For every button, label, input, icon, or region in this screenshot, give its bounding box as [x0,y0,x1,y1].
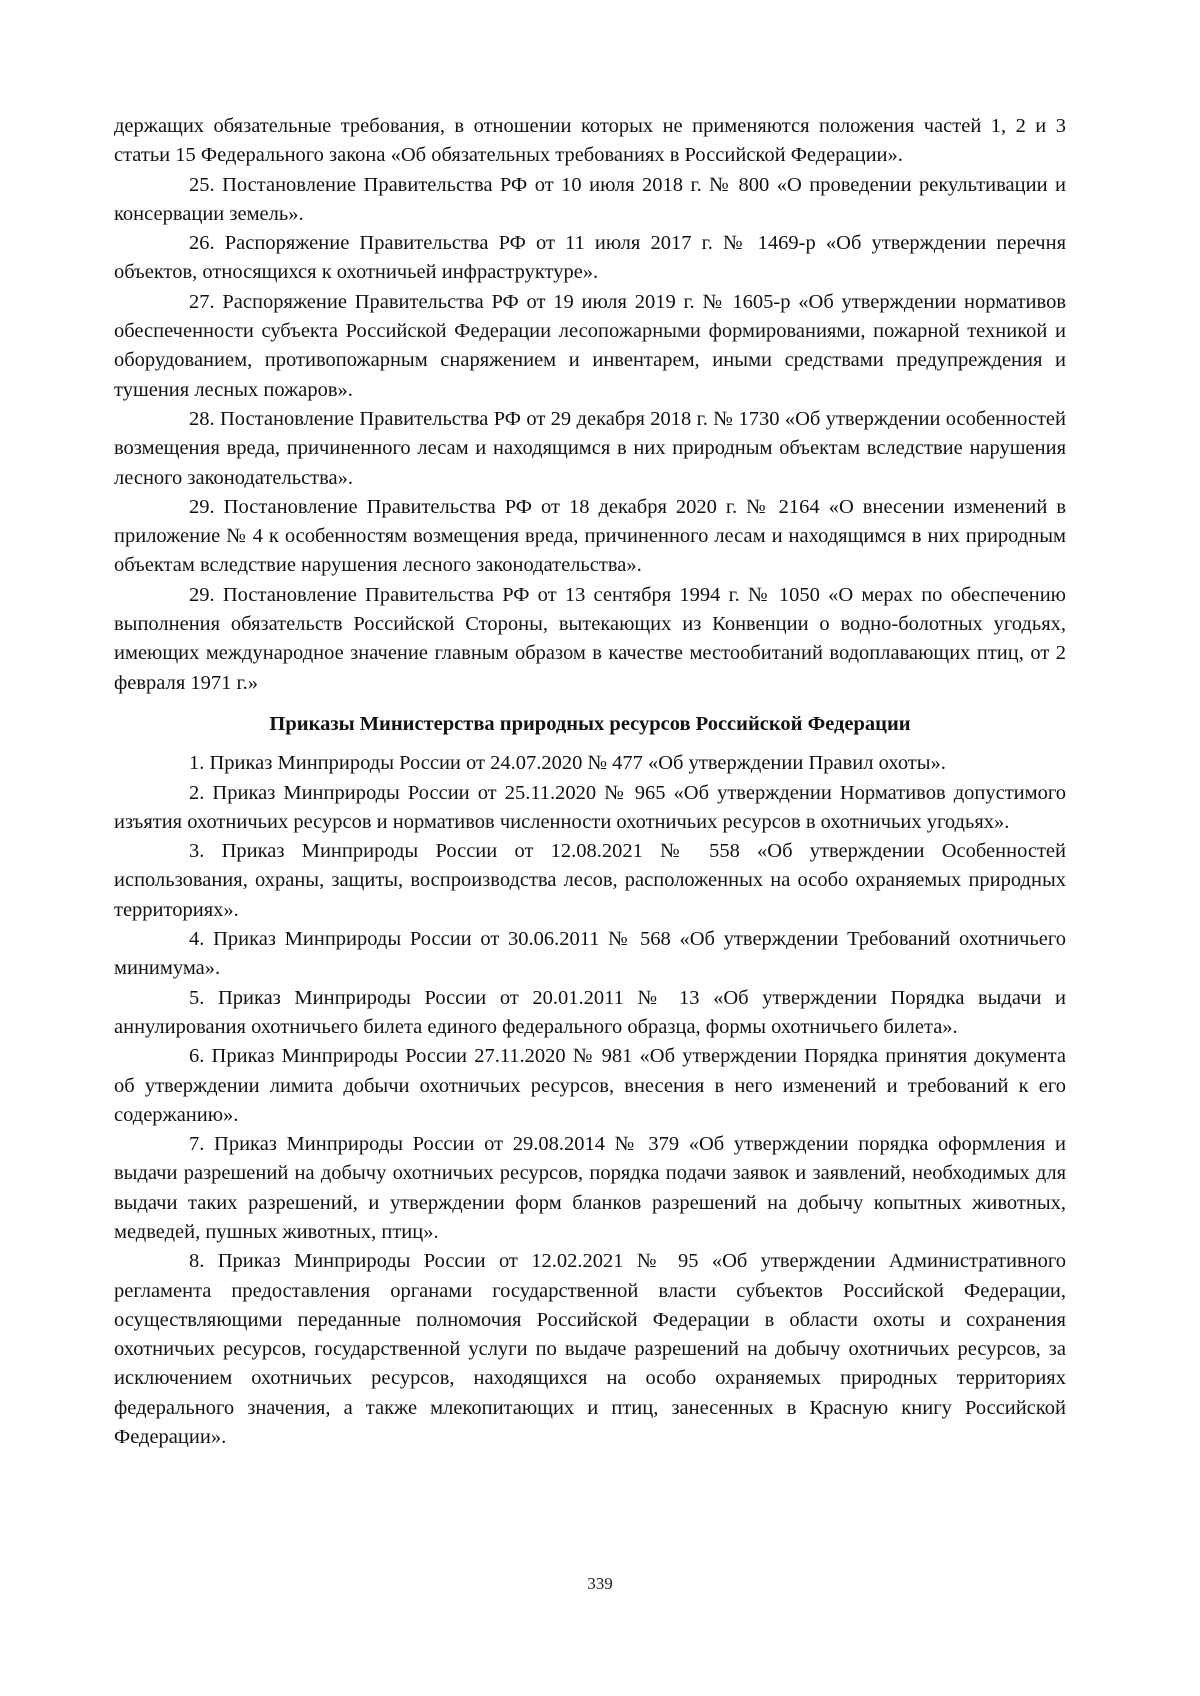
list-item-gov-26: 26. Распоряжение Правительства РФ от 11 июля 2017 г. № 1469-р «Об утверждении перечня объектов, относящихся к охотничьей инфраструктуре». [114,232,1066,284]
list-item-order-3: 3. Приказ Минприроды России от 12.08.2021 № 558 «Об утверждении Особенностей использования, охраны, защиты, воспроизводства лесов, расположенных на особо охраняемых природных территориях». [114,840,1066,921]
list-item-order-5: 5. Приказ Минприроды России от 20.01.2011 № 13 «Об утверждении Порядка выдачи и аннулирования охотничьего билета единого федерального образца, формы охотничьего билета». [114,986,1066,1038]
list-item-gov-29b: 29. Постановление Правительства РФ от 13 сентября 1994 г. № 1050 «О мерах по обеспечению выполнения обязательств Российской Стороны, вытекающих из Конвенции о водно-болотных угодьях, имеющих международное значение главным образом в качестве местообитаний водоплавающих птиц, от 2 февраля 1971 г.» [114,583,1066,694]
list-item-order-4: 4. Приказ Минприроды России от 30.06.2011 № 568 «Об утверждении Требований охотничьего минимума». [114,928,1066,980]
list-item-gov-25: 25. Постановление Правительства РФ от 10 июля 2018 г. № 800 «О проведении рекультивации и консервации земель». [114,173,1066,225]
list-item-order-1: 1. Приказ Минприроды России от 24.07.2020 № 477 «Об утверждении Правил охоты». [189,752,946,775]
document-page [114,112,1066,1452]
list-item-order-7: 7. Приказ Минприроды России от 29.08.2014 № 379 «Об утверждении порядка оформления и выдачи разрешений на добычу охотничьих ресурсов, порядка подачи заявок и заявлений, необходимых для выдачи таких разрешений, и утверждении форм бланков разрешений на добычу копытных животных, медведей, пушных животных, птиц». [114,1133,1066,1243]
list-item-order-2: 2. Приказ Минприроды России от 25.11.2020 № 965 «Об утверждении Нормативов допустимого изъятия охотничьих ресурсов и нормативов численности охотничьих ресурсов в охотничьих угодьях». [114,781,1066,833]
section-heading: Приказы Министерства природных ресурсов Российской Федерации [269,712,911,735]
list-item-gov-28: 28. Постановление Правительства РФ от 29 декабря 2018 г. № 1730 «Об утверждении особенностей возмещения вреда, причиненного лесам и находящимся в них природным объектам вследствие нарушения лесного законодательства». [114,407,1066,489]
continuation-paragraph: держащих обязательные требования, в отношении которых не применяются положения частей 1, 2 и 3 статьи 15 Федерального закона «Об обязательных требованиях в Российской Федерации». [114,115,1066,167]
list-item-gov-27: 27. Распоряжение Правительства РФ от 19 июля 2019 г. № 1605-р «Об утверждении нормативов обеспеченности субъекта Российской Федерации лесопожарными формированиями, пожарной техникой и оборудованием, противопожарным снаряжением и инвентарем, иными средствами предупреждения и тушения лесных пожаров». [114,290,1066,401]
page-number: 339 [587,1574,613,1593]
list-item-gov-29a: 29. Постановление Правительства РФ от 18 декабря 2020 г. № 2164 «О внесении изменений в приложение № 4 к особенностям возмещения вреда, причиненного лесам и находящимся в них природным объектам вследствие нарушения лесного законодательства». [114,495,1066,577]
list-item-order-8: 8. Приказ Минприроды России от 12.02.2021 № 95 «Об утверждении Административного регламента предоставления органами государственной власти субъектов Российской Федерации, осуществляющими переданные полномочия Российской Федерации в области охоты и сохранения охотничьих ресурсов, государственной услуги по выдаче разрешений на добычу охотничьих ресурсов, за исключением охотничьих ресурсов, находящихся на особо охраняемых природных территориях федерального значения, а также млекопитающих и птиц, занесенных в Красную книгу Российской Федерации». [114,1250,1066,1449]
list-item-order-6: 6. Приказ Минприроды России 27.11.2020 № 981 «Об утверждении Порядка принятия документа об утверждении лимита добычи охотничьих ресурсов, внесения в него изменений и требований к его содержанию». [114,1045,1066,1126]
